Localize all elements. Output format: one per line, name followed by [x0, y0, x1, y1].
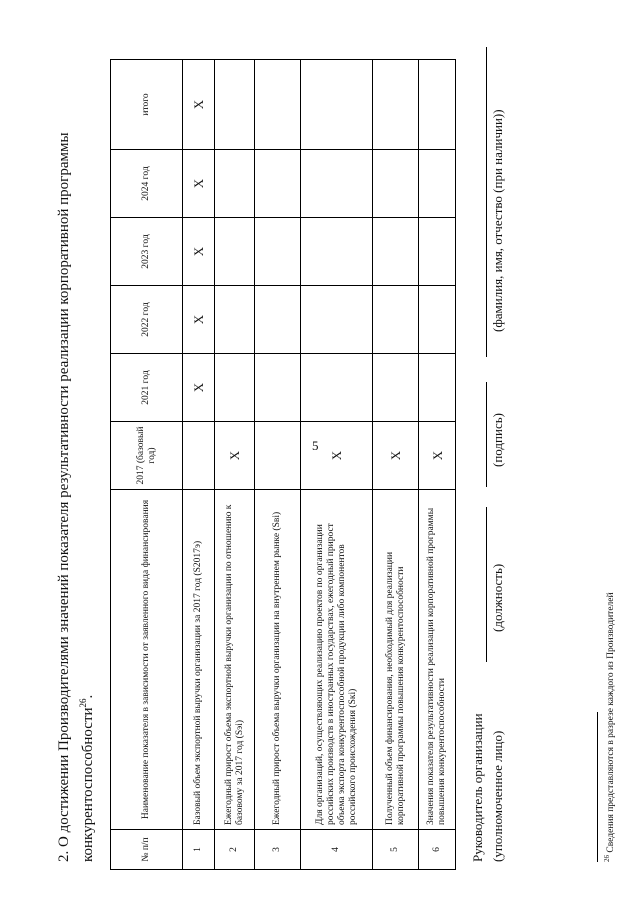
- row-cell: X: [183, 354, 215, 422]
- header-year-2024: 2024 год: [111, 150, 183, 218]
- row-name: Ежегодный прирост объема выручки организации на внутреннем рынке (Sвi): [255, 490, 301, 830]
- row-num: 2: [215, 830, 255, 870]
- position-line: [486, 507, 487, 662]
- row-name: Базовый объем экспортной выручки организации за 2017 год (S2017э): [183, 490, 215, 830]
- row-cell: X: [373, 422, 419, 490]
- signatory-subtitle: (уполномоченное лицо): [490, 730, 505, 862]
- fio-line: [486, 47, 487, 357]
- row-cell: [419, 354, 456, 422]
- header-total: итого: [111, 60, 183, 150]
- heading-text: 2. О достижении Производителями значений показателя результативности реализации корпоративной программы конкурентоспособности: [56, 132, 96, 862]
- footnote-text: Сведения представляются в разрезе каждого из Производителей: [606, 592, 617, 855]
- footnote-ref: 26: [603, 855, 611, 862]
- row-cell: X: [183, 286, 215, 354]
- table-row: [373, 60, 419, 870]
- section-heading: [55, 42, 98, 862]
- table-row: [255, 60, 301, 870]
- table-header-row: [111, 60, 183, 870]
- row-cell: [373, 150, 419, 218]
- row-cell: [419, 218, 456, 286]
- signatory-title: Руководитель организации: [470, 713, 485, 862]
- row-num: 6: [419, 830, 456, 870]
- footnote-rule: [597, 712, 598, 862]
- row-cell: X: [301, 422, 373, 490]
- row-cell: [255, 150, 301, 218]
- row-cell: [215, 354, 255, 422]
- row-cell: X: [419, 422, 456, 490]
- header-year-2023: 2023 год: [111, 218, 183, 286]
- header-year-2021: 2021 год: [111, 354, 183, 422]
- position-caption: (должность): [490, 563, 505, 632]
- row-cell: [183, 422, 215, 490]
- rotated-page-content: [55, 12, 640, 892]
- row-cell: [255, 422, 301, 490]
- row-cell: [255, 60, 301, 150]
- row-cell: [255, 354, 301, 422]
- row-cell: [301, 150, 373, 218]
- row-name: Значения показателя результативности реализации корпоративной программы повышения конкурентоспособности: [419, 490, 456, 830]
- row-cell: X: [183, 60, 215, 150]
- table-row: [183, 60, 215, 870]
- row-cell: [373, 286, 419, 354]
- heading-end: .: [80, 694, 96, 699]
- row-cell: [215, 286, 255, 354]
- row-cell: [301, 286, 373, 354]
- table-row: [215, 60, 255, 870]
- row-name: Для организаций, осуществляющих реализацию проектов по организации российских производств в иностранных государствах, ежегодный прирост объема экспорта конкурентоспособной продукции либо компонентов российского происхождения (Sкi): [301, 490, 373, 830]
- header-name: Наименование показателя в зависимости от заявленного вида финансирования: [111, 490, 183, 830]
- page-number: 5: [312, 438, 319, 453]
- header-year-2017: 2017 (базовый год): [111, 422, 183, 490]
- row-cell: [215, 60, 255, 150]
- header-year-2022: 2022 год: [111, 286, 183, 354]
- heading-footnote-ref: 26: [78, 698, 88, 708]
- row-name: Полученный объем финансирования, необходимый для реализации корпоративной программы повышения конкурентоспособности: [373, 490, 419, 830]
- row-cell: [301, 218, 373, 286]
- indicator-table: [110, 59, 456, 870]
- row-cell: X: [183, 218, 215, 286]
- row-cell: [373, 218, 419, 286]
- row-cell: [255, 218, 301, 286]
- row-cell: [301, 60, 373, 150]
- table-row: [419, 60, 456, 870]
- header-num: № п/п: [111, 830, 183, 870]
- row-cell: [373, 354, 419, 422]
- row-cell: X: [183, 150, 215, 218]
- signature-block: [470, 32, 530, 862]
- row-cell: [419, 150, 456, 218]
- row-num: 1: [183, 830, 215, 870]
- footnote: [603, 592, 616, 862]
- row-num: 5: [373, 830, 419, 870]
- row-num: 3: [255, 830, 301, 870]
- table-row: [301, 60, 373, 870]
- row-num: 4: [301, 830, 373, 870]
- signature-line: [486, 382, 487, 487]
- row-cell: [373, 60, 419, 150]
- fio-caption: (фамилия, имя, отчество (при наличии)): [490, 109, 505, 332]
- signature-caption: (подпись): [490, 413, 505, 467]
- row-cell: [215, 150, 255, 218]
- row-cell: [301, 354, 373, 422]
- row-cell: [215, 218, 255, 286]
- row-cell: X: [215, 422, 255, 490]
- row-cell: [255, 286, 301, 354]
- row-name: Ежегодный прирост объема экспортной выручки организации по отношению к базовому за 2017 год (Sэi): [215, 490, 255, 830]
- row-cell: [419, 60, 456, 150]
- row-cell: [419, 286, 456, 354]
